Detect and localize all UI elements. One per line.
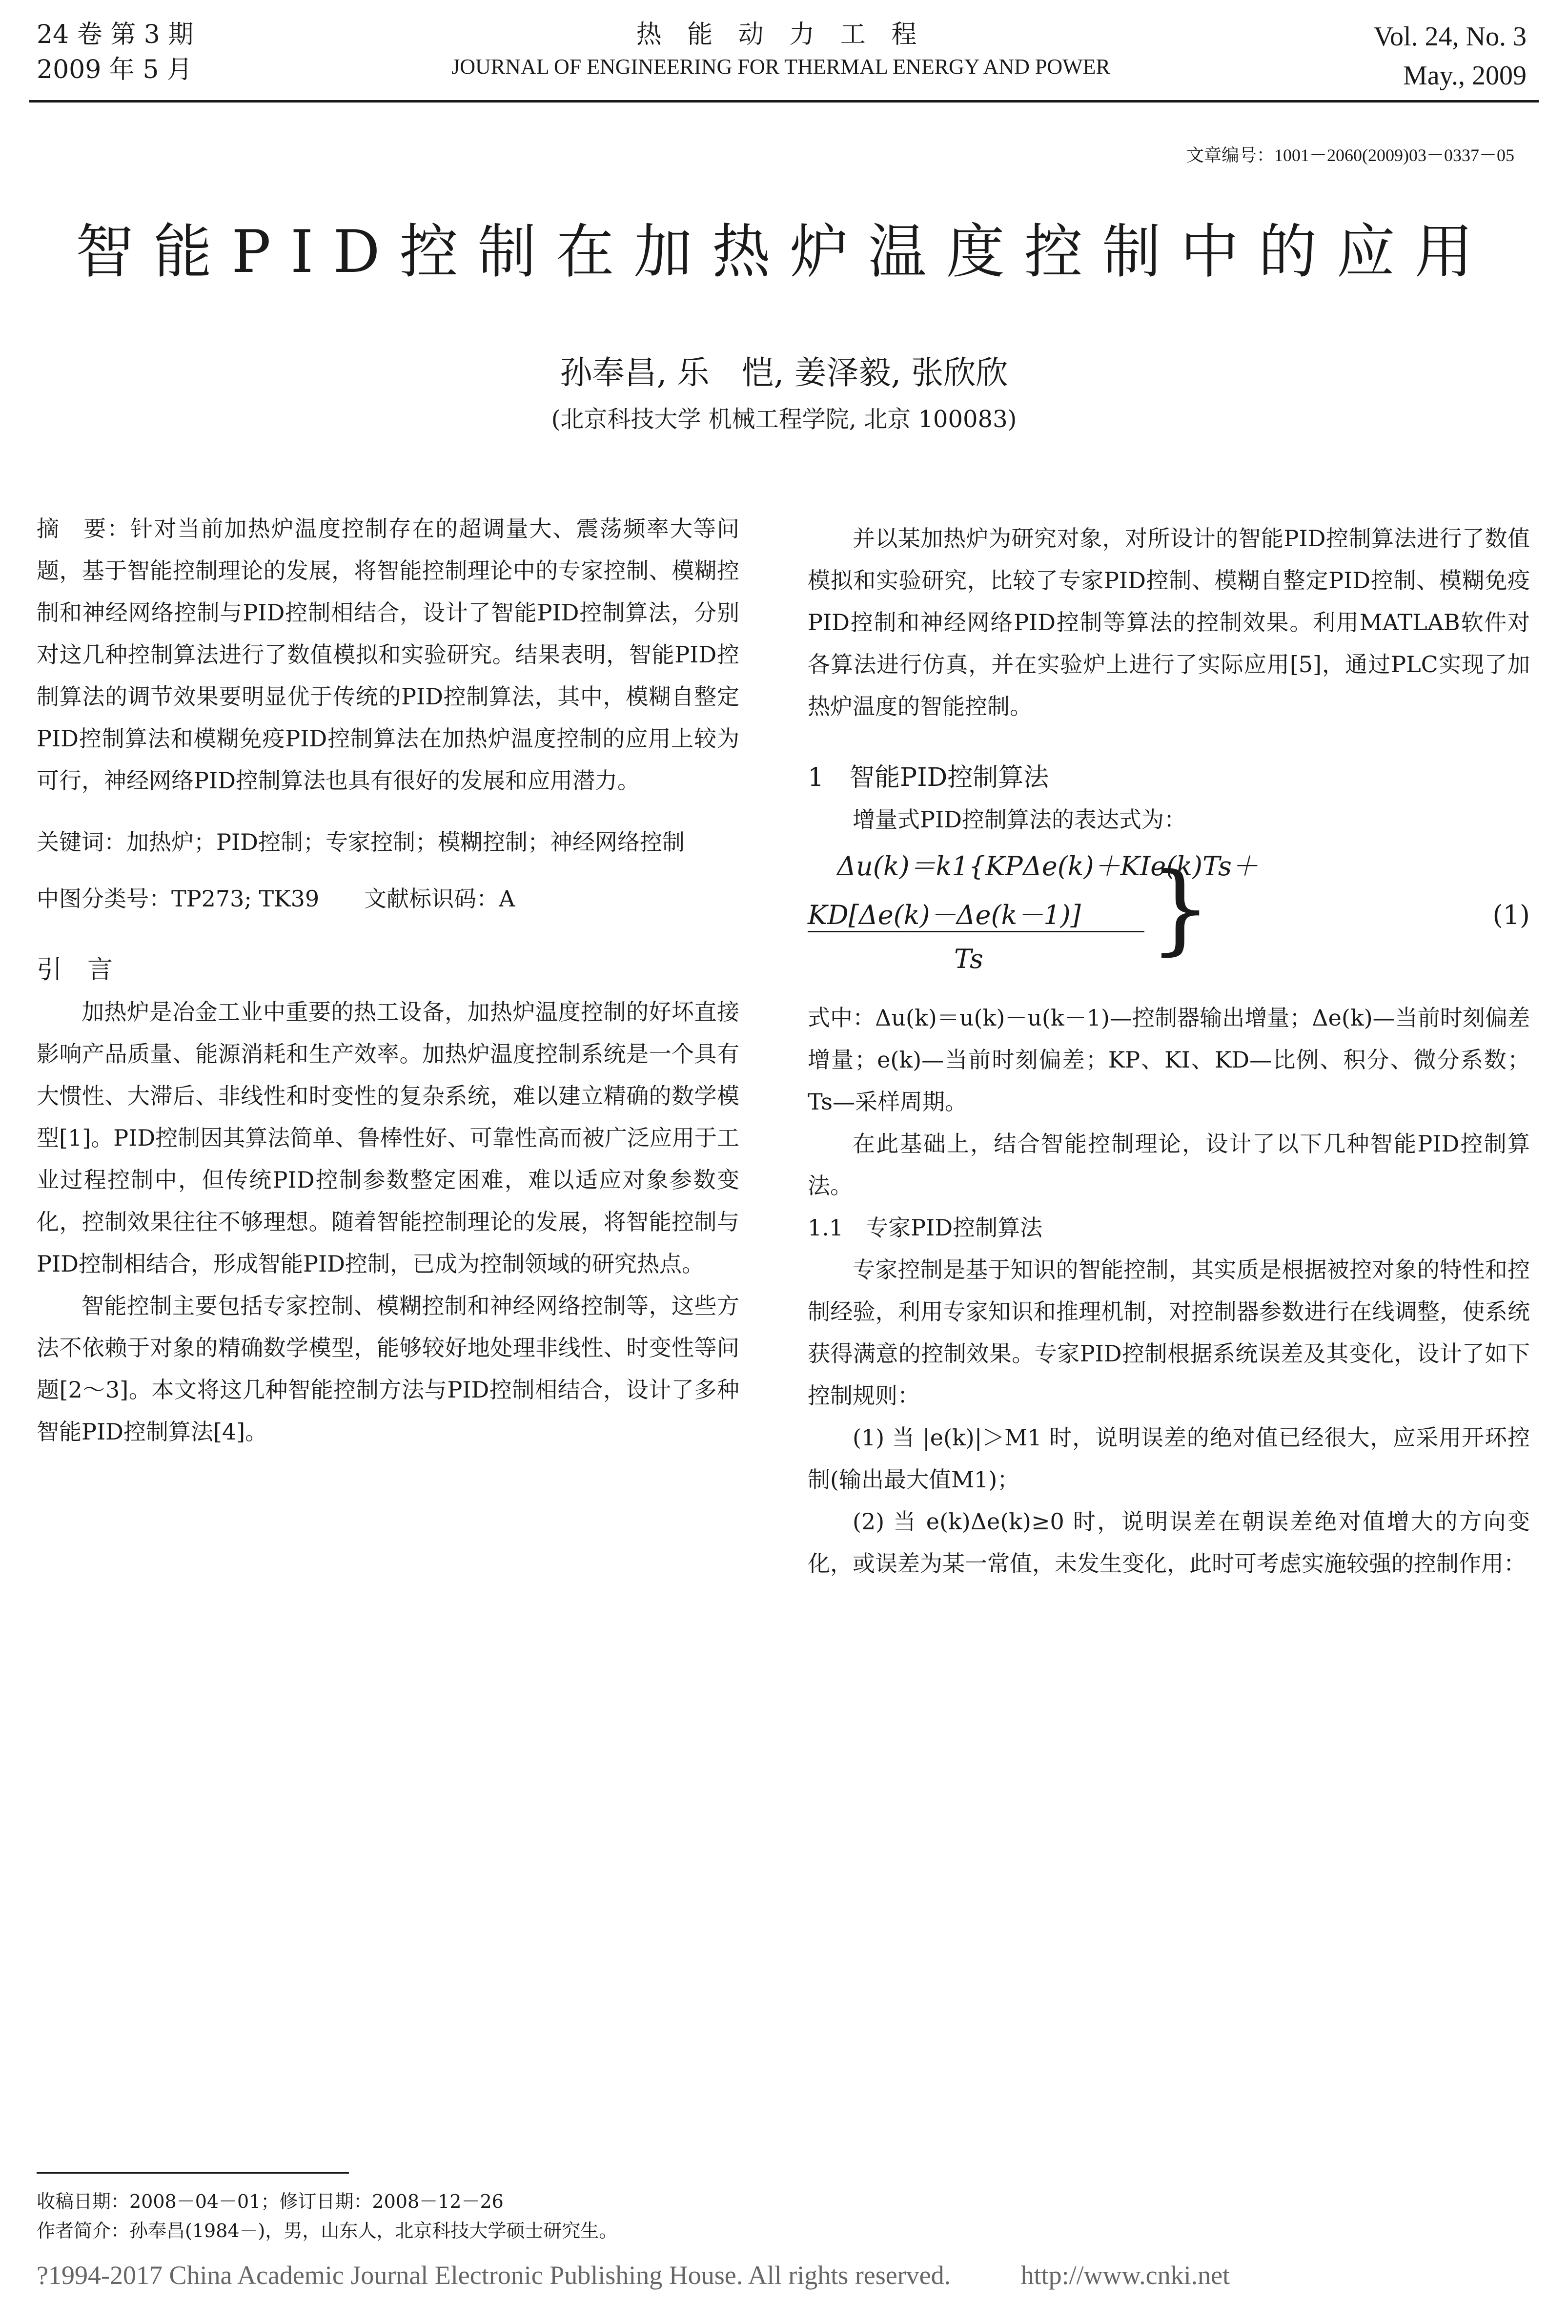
section-1-transition: 在此基础上，结合智能控制理论，设计了以下几种智能PID控制算法。 bbox=[808, 1131, 1530, 1199]
closing-brace: } bbox=[1149, 852, 1212, 966]
page-footer bbox=[37, 2260, 1531, 2290]
section-1-heading: 1 智能PID控制算法 bbox=[808, 763, 1049, 792]
paper-title: 智能PID控制在加热炉温度控制中的应用 bbox=[75, 218, 1493, 286]
classification-codes: 中图分类号：TP273; TK39 文献标识码：A bbox=[37, 885, 515, 912]
equation-1-numerator: KD[Δe(k)－Δe(k－1)] bbox=[808, 900, 1081, 930]
paper-authors: 孙奉昌, 乐 恺, 姜泽毅, 张欣欣 bbox=[560, 354, 1008, 391]
abstract: 摘 要：针对当前加热炉温度控制存在的超调量大、震荡频率大等问题，基于智能控制理论的发展，将智能控制理论中的专家控制、模糊控制和神经网络控制与PID控制相结合，设计了智能PID控制算法，分别对这几种控制算法进行了数值模拟和实验研究。结果表明，智能PID控制算法的调节效果要明显优于传统的PID控制算法，其中，模糊自整定PID控制算法和模糊免疫PID控制算法在加热炉温度控制的应用上较为可行，神经网络PID控制算法也具有很好的发展和应用潜力。 bbox=[37, 515, 739, 794]
issue-info-en bbox=[1374, 17, 1527, 95]
article-number: 文章编号：1001－2060(2009)03－0337－05 bbox=[1186, 145, 1514, 165]
intro-heading: 引 言 bbox=[37, 955, 113, 985]
equation-1-number: (1) bbox=[1492, 900, 1530, 930]
equation-1-line-1: Δu(k)＝k1{KPΔe(k)＋KIe(k)Ts＋ bbox=[837, 851, 1258, 882]
issue-date-cn: 2009 年 5 月 bbox=[37, 55, 193, 84]
control-rule-2: (2) 当 e(k)Δe(k)≥0 时，说明误差在朝误差绝对值增大的方向变化，或误差为某一常值，未发生变化，此时可考虑实施较强的控制作用： bbox=[808, 1508, 1530, 1577]
cnki-link[interactable]: http://www.cnki.net bbox=[1020, 2261, 1230, 2290]
issue-date-en: May., 2009 bbox=[1403, 61, 1527, 91]
intro-paragraph-3: 并以某加热炉为研究对象，对所设计的智能PID控制算法进行了数值模拟和实验研究，比较了专家PID控制、模糊自整定PID控制、模糊免疫PID控制和神经网络PID控制等算法的控制效果。利用MATLAB软件对各算法进行仿真，并在实验炉上进行了实际应用[5]，通过PLC实现了加热炉温度的智能控制。 bbox=[808, 525, 1530, 720]
control-rule-1: (1) 当 |e(k)|＞M1 时，说明误差的绝对值已经很大，应采用开环控制(输出最大值M1)； bbox=[808, 1424, 1530, 1493]
journal-name-cn: 热 能 动 力 工 程 bbox=[636, 20, 926, 49]
issue-volume-cn: 24 卷 第 3 期 bbox=[37, 20, 194, 49]
keywords: 关键词：加热炉；PID控制；专家控制；模糊控制；神经网络控制 bbox=[37, 829, 685, 855]
equation-explanation: 式中：Δu(k)＝u(k)－u(k－1)—控制器输出增量；Δe(k)—当前时刻偏差增量；e(k)—当前时刻偏差；KP、KI、KD—比例、积分、微分系数；Ts—采样周期。 bbox=[808, 1005, 1530, 1115]
subsection-1-1-paragraph: 专家控制是基于知识的智能控制，其实质是根据被控对象的特性和控制经验，利用专家知识和推理机制，对控制器参数进行在线调整，使系统获得满意的控制效果。专家PID控制根据系统误差及其变化，设计了如下控制规则： bbox=[808, 1256, 1530, 1409]
equation-1 bbox=[808, 845, 1530, 992]
issue-info-cn bbox=[37, 17, 193, 87]
copyright-notice: ?1994-2017 China Academic Journal Electronic Publishing House. All rights reserved. bbox=[37, 2261, 951, 2290]
author-bio: 作者简介：孙奉昌(1984－)，男，山东人，北京科技大学硕士研究生。 bbox=[37, 2220, 618, 2242]
header-divider bbox=[29, 100, 1539, 103]
intro-paragraph-1: 加热炉是冶金工业中重要的热工设备，加热炉温度控制的好坏直接影响产品质量、能源消耗和生产效率。加热炉温度控制系统是一个具有大惯性、大滞后、非线性和时变性的复杂系统，难以建立精确的数学模型[1]。PID控制因其算法简单、鲁棒性好、可靠性高而被广泛应用于工业过程控制中，但传统PID控制参数整定困难，难以适应对象参数变化，控制效果往往不够理想。随着智能控制理论的发展，将智能控制与PID控制相结合，形成智能PID控制，已成为控制领域的研究热点。 bbox=[37, 999, 739, 1277]
footnote bbox=[37, 2187, 617, 2245]
journal-name-en: JOURNAL OF ENGINEERING FOR THERMAL ENERGY AND POWER bbox=[451, 55, 1110, 79]
subsection-1-1-heading: 1.1 专家PID控制算法 bbox=[808, 1214, 1043, 1241]
author-affiliation: (北京科技大学 机械工程学院, 北京 100083) bbox=[551, 406, 1017, 433]
left-column bbox=[37, 508, 739, 1453]
footnote-divider bbox=[37, 2172, 349, 2174]
right-column bbox=[808, 517, 1530, 1584]
intro-paragraph-2: 智能控制主要包括专家控制、模糊控制和神经网络控制等，这些方法不依赖于对象的精确数学模型，能够较好地处理非线性、时变性等问题[2～3]。本文将这几种智能控制方法与PID控制相结合，设计了多种智能PID控制算法[4]。 bbox=[37, 1293, 739, 1445]
fraction-bar bbox=[808, 931, 1144, 932]
issue-volume-en: Vol. 24, No. 3 bbox=[1373, 21, 1527, 52]
received-date: 收稿日期：2008－04－01；修订日期：2008－12－26 bbox=[37, 2191, 504, 2212]
journal-masthead bbox=[342, 17, 1220, 82]
section-1-intro: 增量式PID控制算法的表达式为： bbox=[853, 806, 1187, 833]
equation-1-denominator: Ts bbox=[954, 944, 983, 974]
